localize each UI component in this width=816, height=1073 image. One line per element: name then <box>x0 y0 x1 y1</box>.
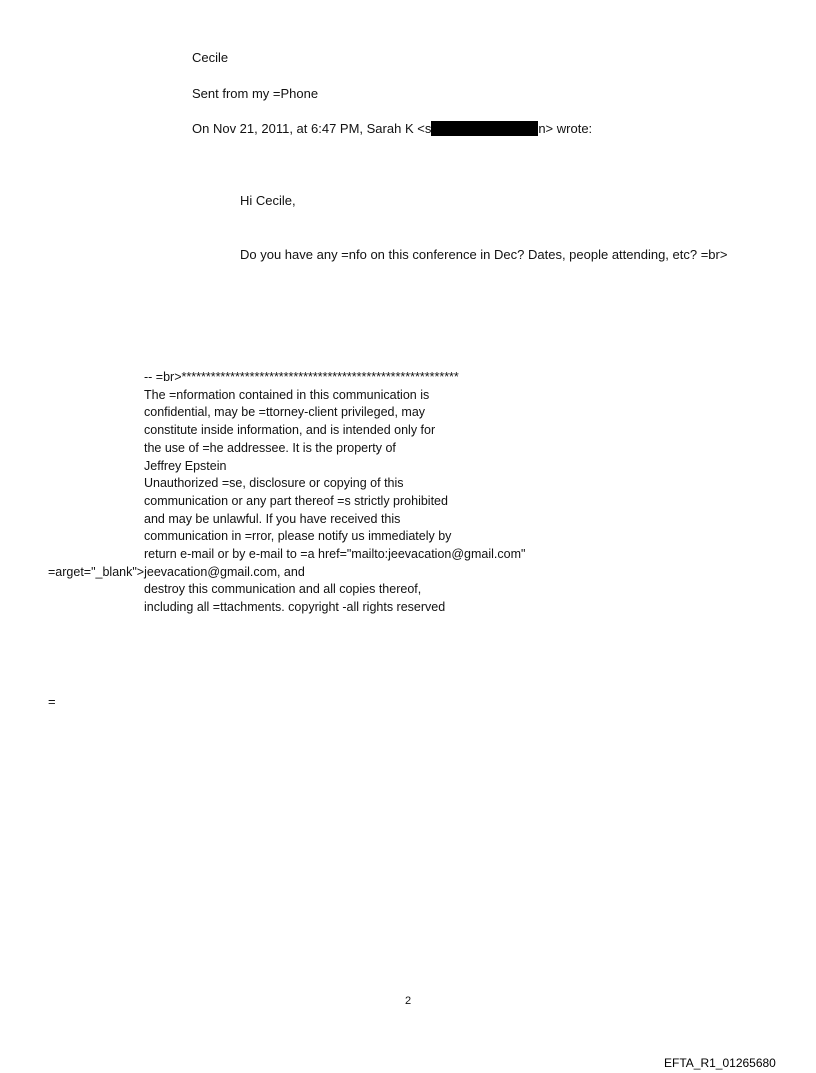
disclaimer-line: communication or any part thereof =s strictly prohibited <box>144 493 448 508</box>
document-id: EFTA_R1_01265680 <box>664 1056 776 1070</box>
quote-header-tail: n> wrote: <box>538 121 593 136</box>
disclaimer-line: including all =ttachments. copyright -all rights reserved <box>144 600 446 615</box>
disclaimer-line: and may be unlawful. If you have received this <box>144 511 401 526</box>
disclaimer-line: constitute inside information, and is intended only for <box>144 423 436 438</box>
disclaimer-line: The =nformation contained in this communication is <box>144 387 430 402</box>
disclaimer-line: confidential, may be =ttorney-client privileged, may <box>144 405 426 420</box>
confidentiality-disclaimer <box>48 369 664 617</box>
signature-name: Cecile <box>192 50 229 65</box>
page-number: 2 <box>404 995 412 1007</box>
disclaimer-line: return e-mail or by e-mail to =a href="mailto:jeevacation@gmail.com" <box>144 547 526 562</box>
quote-header <box>192 120 592 137</box>
redaction-box <box>431 121 538 136</box>
disclaimer-line: -- =br>********************************************************* <box>144 370 459 384</box>
disclaimer-line: =arget="_blank">jeevacation@gmail.com, and <box>48 564 305 579</box>
sent-from-line: Sent from my =Phone <box>192 86 319 101</box>
quote-header-text: On Nov 21, 2011, at 6:47 PM, Sarah K <s <box>192 121 432 136</box>
greeting-line: Hi Cecile, <box>240 193 296 208</box>
trailing-equals: = <box>48 694 56 709</box>
disclaimer-line: communication in =rror, please notify us immediately by <box>144 529 452 544</box>
message-body: Do you have any =nfo on this conference in Dec? Dates, people attending, etc? =br> <box>240 247 728 262</box>
disclaimer-line: Unauthorized =se, disclosure or copying of this <box>144 476 404 491</box>
disclaimer-line: the use of =he addressee. It is the property of <box>144 440 396 455</box>
disclaimer-line: destroy this communication and all copies thereof, <box>144 582 422 597</box>
disclaimer-line: Jeffrey Epstein <box>144 458 227 473</box>
